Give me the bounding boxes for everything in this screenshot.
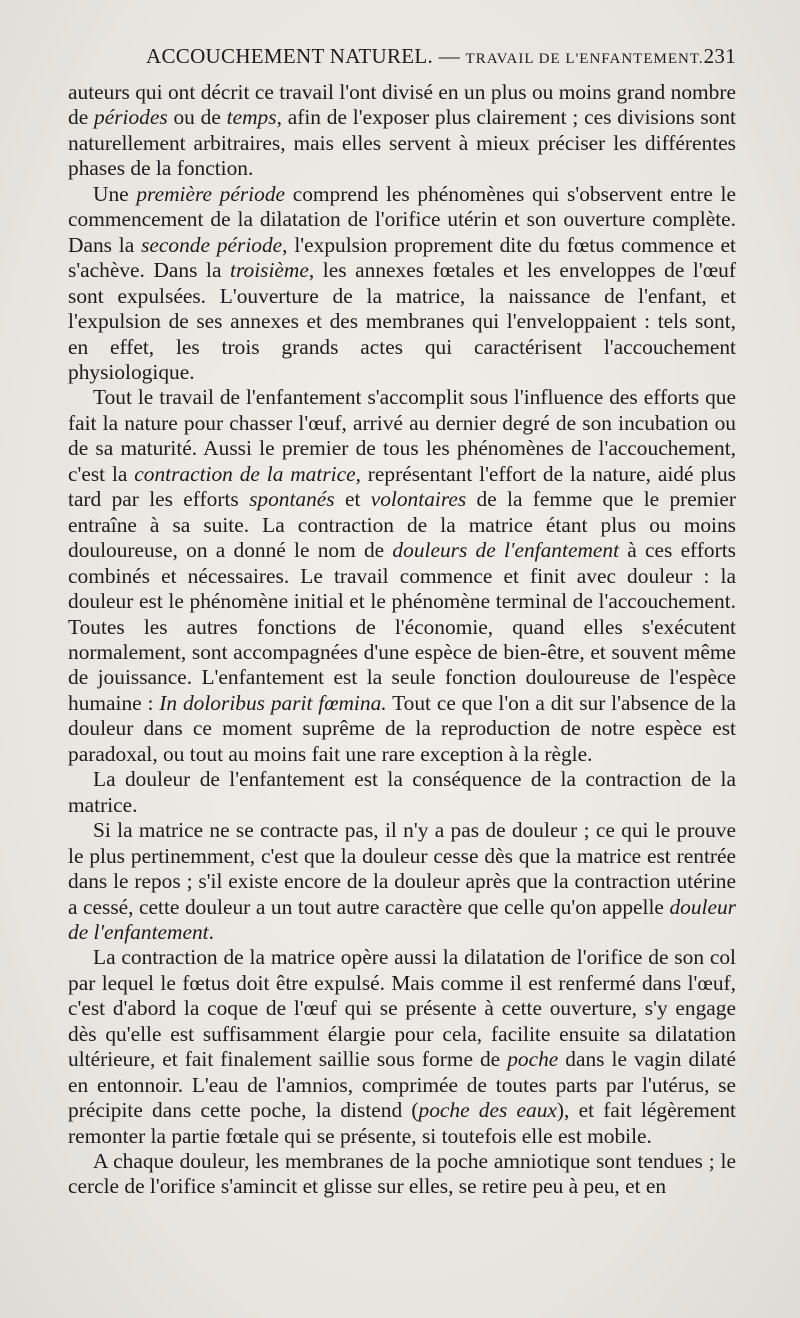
text-run: , afin de l'exposer plus clairement ; ces divisions sont naturellement arbitraires, mais elles servent à mieux préciser les différentes phases de la fonction. <box>68 105 737 181</box>
text-run: de la femme que le premier entraîne à sa suite. La contraction de la matrice étant plus ou moins douloureuse, on a donné le nom de <box>68 487 736 563</box>
italic-text: contraction de la matrice <box>134 461 356 486</box>
paragraph-7 <box>68 1149 736 1200</box>
text-run: A chaque douleur, les membranes de la poche amniotique sont tendues ; le cercle de l'orifice s'amincit et glisse sur elles, se retire peu à peu, et en <box>68 1149 736 1199</box>
text-run: comprend les phénomènes qui s'observent entre le commencement de la dilatation de l'orifice utérin et son ouverture complète. Dans la <box>68 181 736 257</box>
paragraph-3 <box>68 385 736 767</box>
italic-text: douleur de l'enfantement <box>68 894 736 944</box>
paragraph-2 <box>68 182 736 386</box>
italic-text: troisième <box>230 258 309 283</box>
section-title: TRAVAIL DE L'ENFANTEMENT. <box>465 51 704 67</box>
italic-text: poche <box>507 1047 559 1072</box>
paragraph-5 <box>68 818 736 945</box>
text-run: Une <box>93 181 137 206</box>
italic-text: périodes <box>94 105 168 130</box>
italic-text: seconde période <box>141 232 283 257</box>
text-run: La douleur de l'enfantement est la conséquence de la contraction de la matrice. <box>68 767 736 817</box>
text-run: dans le vagin dilaté en entonnoir. L'eau de l'amnios, comprimée de toutes parts par l'utérus, se précipite dans cette poche, la distend ( <box>68 1047 736 1123</box>
italic-text: In doloribus parit fœmina. <box>159 690 387 715</box>
paragraph-4 <box>68 767 736 818</box>
italic-text: poche des eaux <box>418 1098 557 1123</box>
paragraph-1 <box>68 80 736 182</box>
italic-text: première période <box>136 181 286 206</box>
text-run: Tout le travail de l'enfantement s'accomplit sous l'influence des efforts que fait la nature pour chasser l'œuf, arrivé au dernier degré de son incubation ou de sa maturité. Aussi le premier de tous les phénomènes de l'accouchement, c'est la <box>68 385 736 486</box>
text-run: ou de <box>167 105 227 130</box>
page-number: 231 <box>703 44 736 68</box>
running-head <box>68 44 736 74</box>
text-run: auteurs qui ont décrit ce travail l'ont divisé en un plus ou moins grand nombre de <box>68 80 736 130</box>
text-run: . <box>208 919 214 944</box>
text-run: , les annexes fœtales et les enveloppes de l'œuf sont expulsées. L'ouverture de la matrice, la naissance de l'enfant, et l'expulsion de ses annexes et des membranes qui l'enveloppaient : tels sont, en effet, les trois grands actes qui caractérisent l'accouchement physiologique. <box>68 258 736 384</box>
chapter-title: ACCOUCHEMENT NATUREL. <box>146 44 434 68</box>
paragraph-6 <box>68 945 736 1149</box>
header-dash: — <box>438 44 460 68</box>
text-run: ), et fait légèrement remonter la partie fœtale qui se présente, si toutefois elle est mobile. <box>68 1098 736 1148</box>
text-run: et <box>334 487 371 512</box>
italic-text: volontaires <box>370 487 467 512</box>
text-run: La contraction de la matrice opère aussi la dilatation de l'orifice de son col par lequel le fœtus doit être expulsé. Mais comme il est renfermé dans l'œuf, c'est d'abord la coque de l'œuf qui se présente à cette ouverture, s'y engage dès qu'elle est suffisamment élargie pour cela, facilite ensuite sa dilatation ultérieure, et fait finalement saillie sous forme de <box>68 945 736 1072</box>
text-run: Si la matrice ne se contracte pas, il n'y a pas de douleur ; ce qui le prouve le plus pertinemment, c'est que la douleur cesse dès que la matrice est rentrée dans le repos ; s'il existe encore de la douleur après que la contraction utérine a cessé, cette douleur a un tout autre caractère que celle qu'on appelle <box>68 818 736 919</box>
text-run: à ces efforts combinés et nécessaires. Le travail commence et finit avec douleur : la douleur est le phénomène initial et le phénomène terminal de l'accouchement. Toutes les autres fonctions de l'économie, quand elles s'exécutent normalement, sont accompagnées d'une espèce de bien-être, et souvent même de jouissance. L'enfantement est la seule fonction douloureuse de l'espèce humaine : <box>68 538 737 715</box>
italic-text: temps <box>226 105 277 130</box>
text-run: , l'expulsion proprement dite du fœtus commence et s'achève. Dans la <box>68 232 736 283</box>
body-text <box>68 80 736 1200</box>
text-run: Tout ce que l'on a dit sur l'absence de la douleur dans ce moment suprême de la reproduction de notre espèce est paradoxal, ou tout au moins fait une rare exception à la règle. <box>68 690 736 766</box>
text-run: , représentant l'effort de la nature, aidé plus tard par les efforts <box>68 461 736 512</box>
italic-text: spontanés <box>249 487 335 512</box>
italic-text: douleurs de l'enfantement <box>392 538 620 563</box>
running-head-text <box>146 44 704 69</box>
